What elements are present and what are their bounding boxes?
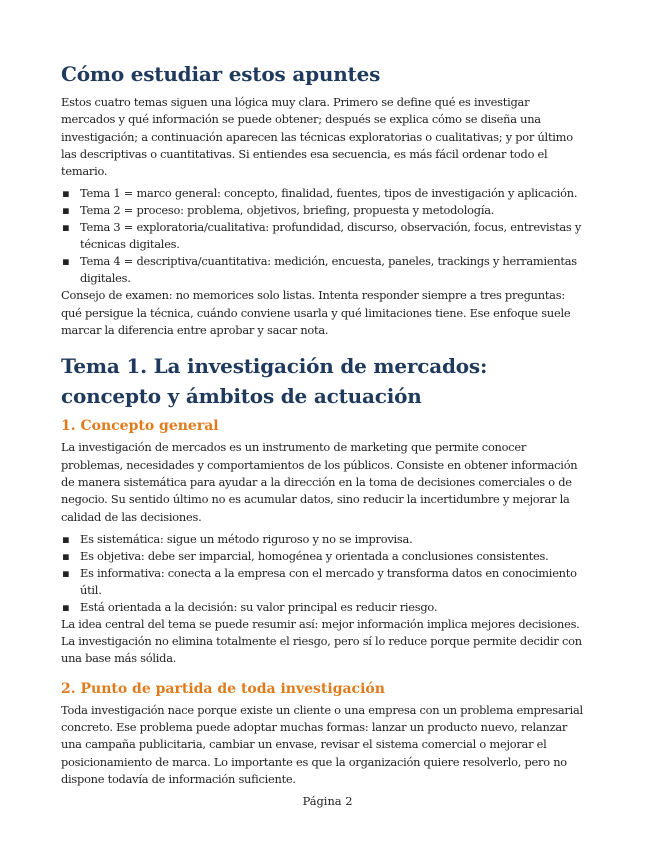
bullet-icon: ▪ [62,254,70,269]
list-item [61,548,585,565]
bullet-icon: ▪ [62,599,70,614]
concept-bullet-list [61,531,585,616]
section-title: Cómo estudiar estos apuntes [61,62,381,86]
list-item [61,202,585,219]
exam-advice-paragraph: Consejo de examen: no memorices solo listas. Intenta responder siempre a tres preguntas: qué persigue la técnica, cuándo conviene usarla y qué limitaciones tiene. Ese enfoque suele marcar la diferencia entre aprobar y sacar nota. [61,288,571,338]
bullet-icon: ▪ [62,565,70,580]
list-item-text: Está orientada a la decisión: su valor principal es reducir riesgo. [80,599,438,614]
chapter-title: Tema 1. La investigación de mercados: concepto y ámbitos de actuación [61,354,488,409]
intro-paragraph: Estos cuatro temas siguen una lógica muy clara. Primero se define qué es investigar mercados y qué información se puede obtener; después se explica cómo se diseña una investigación; a continuación aparecen las técnicas exploratorias o cualitativas; y por último las descriptivas o cuantitativas. Si entiendes esa secuencia, es más fácil ordenar todo el temario. [61,95,573,179]
bullet-icon: ▪ [62,548,70,563]
bullet-icon: ▪ [62,203,70,218]
bullet-icon: ▪ [62,220,70,235]
bullet-icon: ▪ [62,186,70,201]
concept-paragraph: La investigación de mercados es un instrumento de marketing que permite conocer problemas, necesidades y comportamientos de los públicos. Consiste en obtener información de manera sistemática para ayudar a la dirección en la toma de decisiones comerciales o de negocio. Su sentido último no es acumular datos, sino reducir la incertidumbre y mejorar la calidad de las decisiones. [61,440,578,524]
list-item [61,565,585,599]
list-item-text: Es objetiva: debe ser imparcial, homogénea y orientada a conclusiones consistentes. [80,548,549,563]
list-item [61,253,585,287]
concept-closing-paragraph: La idea central del tema se puede resumir así: mejor información implica mejores decisiones. La investigación no elimina totalmente el riesgo, pero sí lo reduce porque permite decidir con una base más sólida. [61,616,582,666]
list-item [61,599,585,616]
list-item-text: Tema 3 = exploratoria/cualitativa: profundidad, discurso, observación, focus, entrevistas y técnicas digitales. [80,220,582,252]
list-item [61,219,585,253]
list-item-text: Es informativa: conecta a la empresa con el mercado y transforma datos en conocimiento útil. [80,565,577,597]
starting-point-paragraph: Toda investigación nace porque existe un cliente o una empresa con un problema empresarial concreto. Ese problema puede adoptar muchas formas: lanzar un producto nuevo, relanzar una campaña publicitaria, cambiar un envase, revisar el sistema comercial o mejorar el posicionamiento de marca. Lo importante es que la organización quiere resolverlo, pero no dispone todavía de información suficiente. [61,702,583,786]
list-item-text: Es sistemática: sigue un método riguroso y no se improvisa. [80,531,413,546]
document-page [61,58,585,793]
intro-bullet-list [61,185,585,287]
subsection-heading: 1. Concepto general [61,418,219,435]
list-item-text: Tema 2 = proceso: problema, objetivos, briefing, propuesta y metodología. [80,203,495,218]
bullet-icon: ▪ [62,531,70,546]
page-number: Página 2 [302,794,353,808]
list-item-text: Tema 1 = marco general: concepto, finalidad, fuentes, tipos de investigación y aplicación. [80,186,578,201]
list-item [61,185,585,202]
list-item [61,531,585,548]
subsection-heading: 2. Punto de partida de toda investigación [61,680,385,697]
list-item-text: Tema 4 = descriptiva/cuantitativa: medición, encuesta, paneles, trackings y herramientas digitales. [80,254,577,286]
